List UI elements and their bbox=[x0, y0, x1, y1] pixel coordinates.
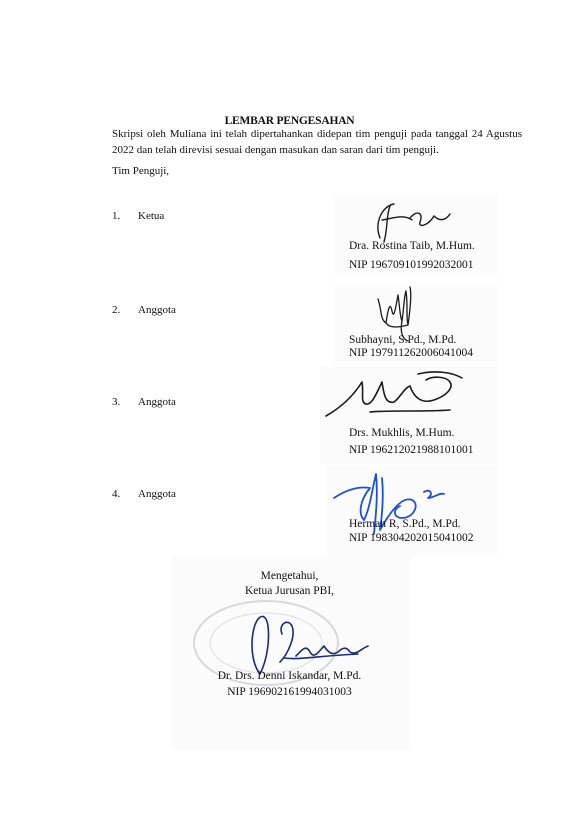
examiner-4-number: 4. bbox=[112, 488, 121, 500]
approval-signature bbox=[238, 604, 383, 680]
approval-nip: NIP 196902161994031003 bbox=[227, 686, 352, 698]
examiner-3-number: 3. bbox=[112, 396, 121, 408]
examiner-2-number: 2. bbox=[112, 304, 121, 316]
document-title: LEMBAR PENGESAHAN bbox=[224, 115, 355, 127]
examiner-4-name: Herman R, S.Pd., M.Pd. bbox=[349, 518, 461, 530]
examiner-3-role: Anggota bbox=[138, 396, 176, 408]
examiner-1-role: Ketua bbox=[138, 210, 165, 222]
examiner-4-role: Anggota bbox=[138, 488, 176, 500]
examiner-3-name: Drs. Mukhlis, M.Hum. bbox=[349, 427, 455, 439]
examiner-3-signature bbox=[322, 368, 482, 424]
approval-name: Dr. Drs. Denni Iskandar, M.Pd. bbox=[217, 670, 362, 682]
examiner-3-nip: NIP 196212021988101001 bbox=[349, 444, 474, 456]
tim-penguji-label: Tim Penguji, bbox=[112, 165, 170, 177]
approval-paragraph: Skripsi oleh Muliana ini telah dipertahankan didepan tim penguji pada tanggal 24 Agustus 2022 dan telah direvisi sesuai dengan masukan dan saran dari tim penguji. bbox=[112, 128, 522, 156]
examiner-1-name: Dra. Rostina Taib, M.Hum. bbox=[349, 240, 475, 252]
approval-position: Ketua Jurusan PBI, bbox=[244, 585, 335, 597]
examiner-2-role: Anggota bbox=[138, 304, 176, 316]
approval-label: Mengetahui, bbox=[260, 570, 319, 582]
examiner-4-nip: NIP 198304202015041002 bbox=[349, 532, 474, 544]
examiner-1-number: 1. bbox=[112, 210, 121, 222]
examiner-1-nip: NIP 196709101992032001 bbox=[349, 259, 474, 271]
examiner-2-name: Subhayni, S.Pd., M.Pd. bbox=[349, 334, 457, 346]
examiner-2-nip: NIP 197911262006041004 bbox=[349, 347, 474, 359]
